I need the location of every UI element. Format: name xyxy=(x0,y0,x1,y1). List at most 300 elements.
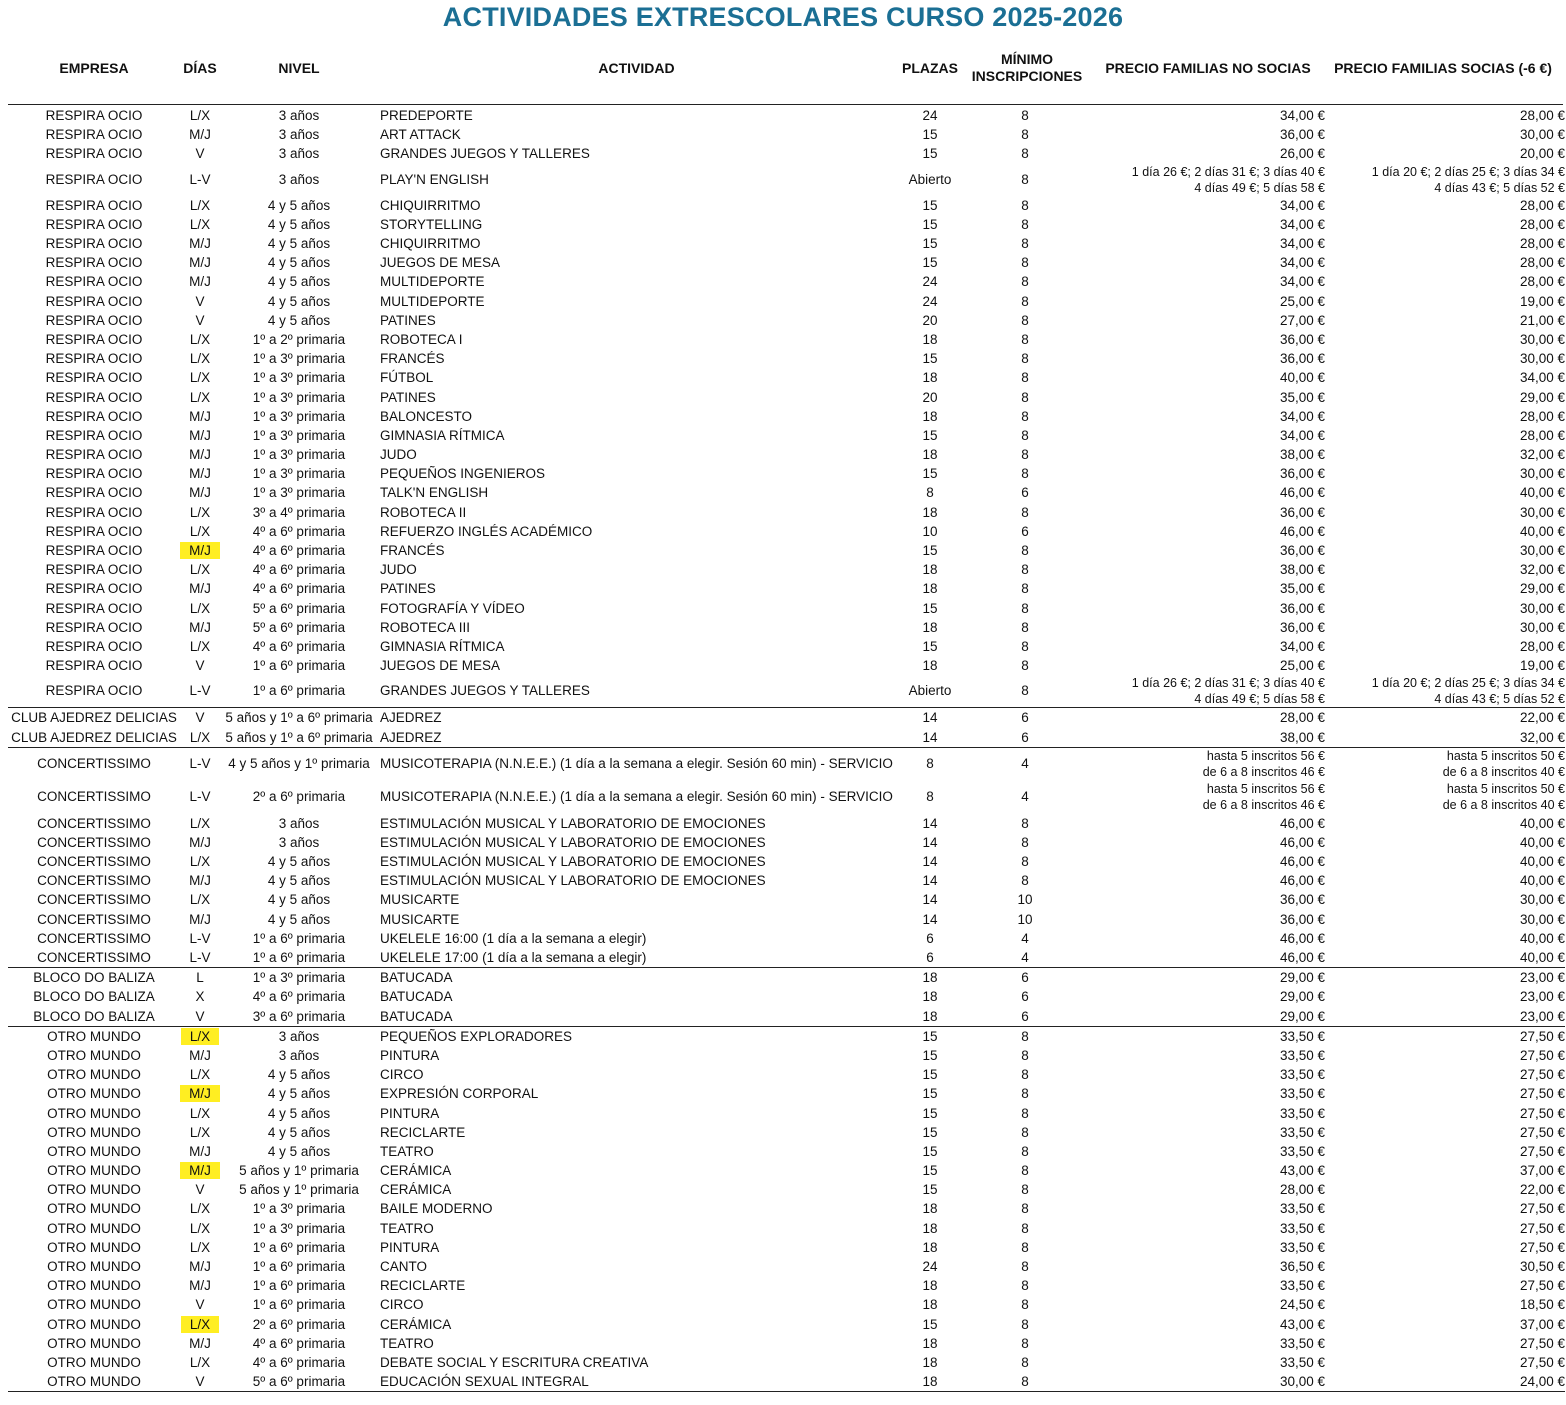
cell-minimo-text: 8 xyxy=(1021,683,1029,699)
cell-dias-text: L-V xyxy=(189,171,211,187)
cell-dias-text: L-V xyxy=(189,789,211,805)
cell-plazas xyxy=(895,387,965,406)
cell-precio-socias xyxy=(1325,1199,1565,1218)
cell-nivel xyxy=(220,483,378,502)
cell-actividad xyxy=(378,1238,895,1257)
cell-plazas-text: 15 xyxy=(922,197,938,213)
price-line: 36,00 € xyxy=(1279,504,1325,520)
cell-actividad xyxy=(378,164,895,196)
cell-empresa-text: OTRO MUNDO xyxy=(47,1143,141,1159)
cell-precio-socias xyxy=(1325,1257,1565,1276)
table-row xyxy=(8,125,1565,144)
header-actividad: ACTIVIDAD xyxy=(598,60,675,76)
cell-minimo-text: 8 xyxy=(1021,127,1029,143)
cell-plazas-text: 18 xyxy=(922,658,938,674)
cell-empresa-text: CONCERTISSIMO xyxy=(37,892,151,908)
cell-empresa xyxy=(8,727,180,747)
cell-dias-text: X xyxy=(195,989,205,1005)
cell-nivel-text: 4 y 5 años xyxy=(267,312,331,328)
cell-minimo xyxy=(965,1334,1085,1353)
cell-plazas xyxy=(895,1372,965,1392)
cell-empresa xyxy=(8,1123,180,1142)
cell-empresa-text: OTRO MUNDO xyxy=(47,1297,141,1313)
cell-empresa-text: OTRO MUNDO xyxy=(47,1374,141,1390)
price-line: 28,00 € xyxy=(1519,427,1565,443)
cell-dias-text: M/J xyxy=(189,834,211,850)
cell-plazas-text: 18 xyxy=(922,1201,938,1217)
cell-precio-no-socias xyxy=(1085,1372,1325,1392)
cell-dias xyxy=(180,483,220,502)
price-line: 36,00 € xyxy=(1279,466,1325,482)
cell-minimo xyxy=(965,1180,1085,1199)
cell-precio-socias xyxy=(1325,387,1565,406)
price-line: 29,00 € xyxy=(1279,989,1325,1005)
cell-minimo xyxy=(965,1219,1085,1238)
cell-dias xyxy=(180,407,220,426)
price-line: 30,00 € xyxy=(1519,619,1565,635)
cell-actividad-text: AJEDREZ xyxy=(380,710,442,726)
cell-actividad xyxy=(378,560,895,579)
cell-plazas-text: 15 xyxy=(922,216,938,232)
cell-plazas-text: 18 xyxy=(922,581,938,597)
price-line: 35,00 € xyxy=(1279,389,1325,405)
cell-plazas xyxy=(895,871,965,890)
cell-actividad-text: CIRCO xyxy=(380,1297,424,1313)
cell-precio-no-socias xyxy=(1085,164,1325,196)
cell-nivel xyxy=(220,1238,378,1257)
cell-precio-socias xyxy=(1325,1161,1565,1180)
price-line: 27,50 € xyxy=(1519,1335,1565,1351)
price-line: 40,00 € xyxy=(1519,873,1565,889)
cell-precio-no-socias xyxy=(1085,1026,1325,1046)
cell-minimo-text: 8 xyxy=(1021,1374,1029,1390)
cell-plazas-text: 15 xyxy=(922,600,938,616)
cell-actividad xyxy=(378,599,895,618)
cell-minimo-text: 8 xyxy=(1021,562,1029,578)
cell-dias xyxy=(180,1334,220,1353)
cell-minimo xyxy=(965,541,1085,560)
cell-minimo-text: 4 xyxy=(1021,930,1029,946)
price-line: 34,00 € xyxy=(1279,216,1325,232)
price-line: 22,00 € xyxy=(1519,1182,1565,1198)
cell-actividad-text: ROBOTECA I xyxy=(380,331,463,347)
table-row xyxy=(8,599,1565,618)
cell-plazas-text: 15 xyxy=(922,638,938,654)
cell-empresa-text: RESPIRA OCIO xyxy=(45,466,143,482)
price-line: 23,00 € xyxy=(1519,989,1565,1005)
price-line: 29,00 € xyxy=(1519,581,1565,597)
cell-minimo xyxy=(965,311,1085,330)
cell-nivel xyxy=(220,464,378,483)
cell-dias-text: L/X xyxy=(189,600,211,616)
cell-empresa xyxy=(8,1257,180,1276)
cell-plazas-text: 18 xyxy=(922,562,938,578)
cell-nivel-text: 3 años xyxy=(278,834,320,850)
price-line: 38,00 € xyxy=(1279,562,1325,578)
cell-minimo xyxy=(965,637,1085,656)
cell-precio-no-socias xyxy=(1085,1142,1325,1161)
table-row xyxy=(8,1026,1565,1046)
table-row xyxy=(8,579,1565,598)
cell-precio-socias xyxy=(1325,464,1565,483)
cell-minimo-text: 8 xyxy=(1021,1028,1029,1044)
price-line: 18,50 € xyxy=(1519,1297,1565,1313)
cell-plazas-text: 15 xyxy=(922,427,938,443)
price-line: 26,00 € xyxy=(1279,146,1325,162)
cell-minimo-text: 8 xyxy=(1021,1259,1029,1275)
cell-nivel xyxy=(220,968,378,988)
cell-precio-socias xyxy=(1325,948,1565,968)
cell-empresa-text: RESPIRA OCIO xyxy=(45,171,143,187)
cell-actividad xyxy=(378,1199,895,1218)
cell-plazas-text: 15 xyxy=(922,146,938,162)
cell-minimo-text: 8 xyxy=(1021,351,1029,367)
table-row xyxy=(8,1161,1565,1180)
price-line: 30,50 € xyxy=(1519,1259,1565,1275)
price-line: 46,00 € xyxy=(1279,834,1325,850)
price-line: 40,00 € xyxy=(1519,930,1565,946)
cell-precio-no-socias xyxy=(1085,503,1325,522)
price-line: 33,50 € xyxy=(1279,1124,1325,1140)
cell-nivel-text: 1º a 6º primaria xyxy=(252,950,346,966)
header-empresa: EMPRESA xyxy=(59,60,129,76)
cell-actividad-text: TALK'N ENGLISH xyxy=(380,485,489,501)
cell-empresa xyxy=(8,1276,180,1295)
cell-minimo xyxy=(965,1084,1085,1103)
cell-actividad xyxy=(378,541,895,560)
cell-empresa-text: RESPIRA OCIO xyxy=(45,562,143,578)
price-line: 40,00 € xyxy=(1519,523,1565,539)
price-line: 1 día 20 €; 2 días 25 €; 3 días 34 € xyxy=(1371,676,1565,691)
cell-nivel xyxy=(220,1161,378,1180)
cell-plazas xyxy=(895,1315,965,1334)
cell-actividad-text: GRANDES JUEGOS Y TALLERES xyxy=(380,146,590,162)
cell-precio-socias xyxy=(1325,330,1565,349)
cell-dias-text: L/X xyxy=(189,815,211,831)
cell-dias-text: M/J xyxy=(189,619,211,635)
cell-dias xyxy=(180,164,220,196)
highlighted-days: M/J xyxy=(180,1085,220,1102)
cell-empresa-text: RESPIRA OCIO xyxy=(45,619,143,635)
cell-actividad-text: MULTIDEPORTE xyxy=(380,293,485,309)
cell-minimo-text: 4 xyxy=(1021,789,1029,805)
cell-actividad-text: MUSICOTERAPIA (N.N.E.E.) (1 día a la semana a elegir. Sesión 60 min) - SERVICIO xyxy=(380,756,893,772)
price-line: 27,50 € xyxy=(1519,1067,1565,1083)
cell-dias xyxy=(180,1180,220,1199)
price-line: 27,50 € xyxy=(1519,1143,1565,1159)
cell-dias-text: L/X xyxy=(189,523,211,539)
price-line: 33,50 € xyxy=(1279,1105,1325,1121)
table-row xyxy=(8,1199,1565,1218)
table-row xyxy=(8,253,1565,272)
cell-plazas xyxy=(895,968,965,988)
cell-precio-no-socias xyxy=(1085,541,1325,560)
cell-actividad-text: BATUCADA xyxy=(380,970,453,986)
cell-precio-socias xyxy=(1325,1295,1565,1314)
cell-dias xyxy=(180,747,220,781)
cell-nivel-text: 5º a 6º primaria xyxy=(252,619,346,635)
cell-precio-socias xyxy=(1325,541,1565,560)
cell-empresa xyxy=(8,637,180,656)
cell-nivel xyxy=(220,1199,378,1218)
cell-nivel xyxy=(220,407,378,426)
cell-nivel xyxy=(220,579,378,598)
cell-plazas xyxy=(895,708,965,728)
cell-minimo xyxy=(965,747,1085,781)
cell-nivel-text: 4 y 5 años xyxy=(267,197,331,213)
price-line: 28,00 € xyxy=(1519,255,1565,271)
cell-empresa xyxy=(8,781,180,814)
cell-dias xyxy=(180,522,220,541)
cell-actividad xyxy=(378,1026,895,1046)
cell-dias-text: L/X xyxy=(189,1067,211,1083)
cell-precio-no-socias xyxy=(1085,1180,1325,1199)
cell-nivel-text: 1º a 3º primaria xyxy=(252,351,346,367)
cell-actividad-text: PINTURA xyxy=(380,1239,440,1255)
cell-nivel xyxy=(220,871,378,890)
header-divider xyxy=(8,104,1563,105)
cell-precio-socias xyxy=(1325,871,1565,890)
cell-empresa xyxy=(8,234,180,253)
cell-minimo xyxy=(965,483,1085,502)
cell-minimo-text: 8 xyxy=(1021,1239,1029,1255)
cell-minimo-text: 6 xyxy=(1021,729,1029,745)
cell-actividad xyxy=(378,368,895,387)
table-row xyxy=(8,407,1565,426)
price-line: 27,50 € xyxy=(1519,1086,1565,1102)
cell-actividad-text: PEQUEÑOS INGENIEROS xyxy=(380,466,546,482)
price-line: 33,50 € xyxy=(1279,1239,1325,1255)
cell-minimo xyxy=(965,910,1085,929)
cell-empresa xyxy=(8,1295,180,1314)
cell-minimo-text: 8 xyxy=(1021,815,1029,831)
cell-actividad xyxy=(378,349,895,368)
cell-precio-socias xyxy=(1325,483,1565,502)
cell-dias-text: M/J xyxy=(189,1259,211,1275)
cell-precio-no-socias xyxy=(1085,483,1325,502)
cell-dias xyxy=(180,368,220,387)
cell-minimo xyxy=(965,164,1085,196)
cell-plazas xyxy=(895,503,965,522)
cell-empresa xyxy=(8,1103,180,1122)
price-line: 33,50 € xyxy=(1279,1201,1325,1217)
cell-dias-text: M/J xyxy=(189,873,211,889)
header-nivel: NIVEL xyxy=(278,60,320,76)
table-row xyxy=(8,330,1565,349)
cell-precio-socias xyxy=(1325,747,1565,781)
cell-minimo-text: 8 xyxy=(1021,108,1029,124)
cell-empresa-text: RESPIRA OCIO xyxy=(45,293,143,309)
cell-actividad xyxy=(378,234,895,253)
cell-nivel-text: 1º a 3º primaria xyxy=(252,970,346,986)
price-line: 32,00 € xyxy=(1519,729,1565,745)
cell-actividad xyxy=(378,1065,895,1084)
cell-plazas xyxy=(895,1007,965,1027)
cell-empresa xyxy=(8,871,180,890)
cell-minimo xyxy=(965,1026,1085,1046)
cell-plazas-text: 18 xyxy=(922,1374,938,1390)
cell-nivel xyxy=(220,125,378,144)
cell-dias xyxy=(180,781,220,814)
cell-minimo xyxy=(965,196,1085,215)
cell-plazas xyxy=(895,234,965,253)
price-line: 46,00 € xyxy=(1279,873,1325,889)
cell-nivel-text: 4º a 6º primaria xyxy=(252,523,346,539)
cell-empresa-text: OTRO MUNDO xyxy=(47,1335,141,1351)
cell-minimo-text: 8 xyxy=(1021,197,1029,213)
cell-empresa-text: OTRO MUNDO xyxy=(47,1047,141,1063)
price-line: 24,00 € xyxy=(1519,1374,1565,1390)
price-line: 27,50 € xyxy=(1519,1220,1565,1236)
cell-actividad-text: DEBATE SOCIAL Y ESCRITURA CREATIVA xyxy=(380,1354,649,1370)
cell-precio-socias xyxy=(1325,503,1565,522)
cell-nivel-text: 2º a 6º primaria xyxy=(252,1316,346,1332)
cell-empresa-text: RESPIRA OCIO xyxy=(45,581,143,597)
header-precio-no-socias: PRECIO FAMILIAS NO SOCIAS xyxy=(1105,60,1311,76)
cell-actividad-text: BATUCADA xyxy=(380,989,453,1005)
table-row xyxy=(8,483,1565,502)
cell-nivel xyxy=(220,368,378,387)
cell-empresa-text: OTRO MUNDO xyxy=(47,1259,141,1275)
cell-nivel-text: 4 y 5 años xyxy=(267,911,331,927)
cell-minimo-text: 8 xyxy=(1021,1354,1029,1370)
table-row xyxy=(8,747,1565,781)
cell-dias xyxy=(180,675,220,708)
cell-precio-no-socias xyxy=(1085,637,1325,656)
cell-plazas xyxy=(895,727,965,747)
cell-dias-text: L/X xyxy=(189,197,211,213)
cell-dias-text: V xyxy=(195,146,205,162)
cell-plazas-text: 18 xyxy=(922,1008,938,1024)
price-line: 27,00 € xyxy=(1279,312,1325,328)
cell-dias-text: L-V xyxy=(189,950,211,966)
cell-actividad-text: BATUCADA xyxy=(380,1008,453,1024)
cell-precio-socias xyxy=(1325,968,1565,988)
price-line: 34,00 € xyxy=(1279,236,1325,252)
price-line: 4 días 43 €; 5 días 52 € xyxy=(1434,180,1565,195)
cell-minimo-text: 8 xyxy=(1021,1124,1029,1140)
cell-nivel-text: 4 y 5 años xyxy=(267,1067,331,1083)
cell-nivel-text: 4 y 5 años xyxy=(267,854,331,870)
table-row xyxy=(8,1276,1565,1295)
price-line: 33,50 € xyxy=(1279,1278,1325,1294)
price-line: 36,00 € xyxy=(1279,351,1325,367)
cell-actividad xyxy=(378,1084,895,1103)
cell-plazas-text: 15 xyxy=(922,1028,938,1044)
cell-precio-socias xyxy=(1325,1315,1565,1334)
cell-nivel-text: 1º a 3º primaria xyxy=(252,447,346,463)
cell-nivel xyxy=(220,253,378,272)
cell-nivel xyxy=(220,1315,378,1334)
cell-nivel xyxy=(220,781,378,814)
cell-precio-socias xyxy=(1325,1123,1565,1142)
cell-minimo xyxy=(965,1353,1085,1372)
cell-minimo-text: 8 xyxy=(1021,658,1029,674)
price-line: 46,00 € xyxy=(1279,930,1325,946)
cell-nivel-text: 1º a 6º primaria xyxy=(252,683,346,699)
cell-actividad-text: CHIQUIRRITMO xyxy=(380,236,481,252)
cell-dias xyxy=(180,464,220,483)
cell-precio-no-socias xyxy=(1085,968,1325,988)
header-minimo-line2: INSCRIPCIONES xyxy=(971,68,1083,84)
cell-precio-socias xyxy=(1325,1103,1565,1122)
cell-plazas xyxy=(895,1123,965,1142)
cell-nivel xyxy=(220,929,378,948)
cell-empresa xyxy=(8,522,180,541)
cell-empresa xyxy=(8,1315,180,1334)
price-line: 30,00 € xyxy=(1279,1374,1325,1390)
cell-minimo xyxy=(965,1295,1085,1314)
cell-actividad-text: FRANCÉS xyxy=(380,351,445,367)
price-line: 33,50 € xyxy=(1279,1086,1325,1102)
cell-minimo xyxy=(965,464,1085,483)
cell-dias xyxy=(180,656,220,675)
cell-precio-socias xyxy=(1325,426,1565,445)
cell-dias-text: M/J xyxy=(189,1047,211,1063)
cell-nivel xyxy=(220,1372,378,1392)
price-line: 29,00 € xyxy=(1279,1008,1325,1024)
cell-precio-no-socias xyxy=(1085,675,1325,708)
cell-dias-text: V xyxy=(195,293,205,309)
price-line: 46,00 € xyxy=(1279,950,1325,966)
cell-minimo-text: 8 xyxy=(1021,331,1029,347)
cell-empresa-text: RESPIRA OCIO xyxy=(45,523,143,539)
cell-dias-text: M/J xyxy=(189,466,211,482)
cell-precio-socias xyxy=(1325,292,1565,311)
cell-actividad xyxy=(378,833,895,852)
cell-empresa-text: OTRO MUNDO xyxy=(47,1105,141,1121)
cell-actividad xyxy=(378,1007,895,1027)
cell-nivel xyxy=(220,1276,378,1295)
cell-dias xyxy=(180,929,220,948)
cell-minimo xyxy=(965,948,1085,968)
cell-actividad-text: JUDO xyxy=(380,562,417,578)
cell-plazas xyxy=(895,164,965,196)
cell-minimo-text: 8 xyxy=(1021,255,1029,271)
cell-dias-text: V xyxy=(195,1374,205,1390)
cell-nivel-text: 1º a 6º primaria xyxy=(252,658,346,674)
cell-nivel xyxy=(220,1123,378,1142)
cell-actividad xyxy=(378,125,895,144)
cell-actividad xyxy=(378,387,895,406)
cell-empresa xyxy=(8,1238,180,1257)
cell-actividad-text: CERÁMICA xyxy=(380,1182,452,1198)
table-header xyxy=(8,46,1563,104)
cell-empresa xyxy=(8,1161,180,1180)
cell-empresa-text: CLUB AJEDREZ DELICIAS xyxy=(11,710,177,726)
cell-precio-no-socias xyxy=(1085,599,1325,618)
highlighted-days: L/X xyxy=(181,1316,219,1333)
price-line: 22,00 € xyxy=(1519,710,1565,726)
cell-empresa-text: OTRO MUNDO xyxy=(47,1239,141,1255)
table-row xyxy=(8,1334,1565,1353)
cell-empresa xyxy=(8,1007,180,1027)
cell-empresa-text: RESPIRA OCIO xyxy=(45,543,143,559)
cell-plazas xyxy=(895,781,965,814)
cell-actividad xyxy=(378,852,895,871)
cell-dias-text: V xyxy=(195,1008,205,1024)
cell-dias xyxy=(180,426,220,445)
cell-precio-no-socias xyxy=(1085,445,1325,464)
cell-actividad xyxy=(378,987,895,1006)
cell-empresa-text: OTRO MUNDO xyxy=(47,1278,141,1294)
cell-actividad xyxy=(378,215,895,234)
cell-plazas xyxy=(895,311,965,330)
cell-dias xyxy=(180,1219,220,1238)
cell-minimo xyxy=(965,1276,1085,1295)
cell-empresa-text: CLUB AJEDREZ DELICIAS xyxy=(11,729,177,745)
cell-empresa-text: RESPIRA OCIO xyxy=(45,427,143,443)
